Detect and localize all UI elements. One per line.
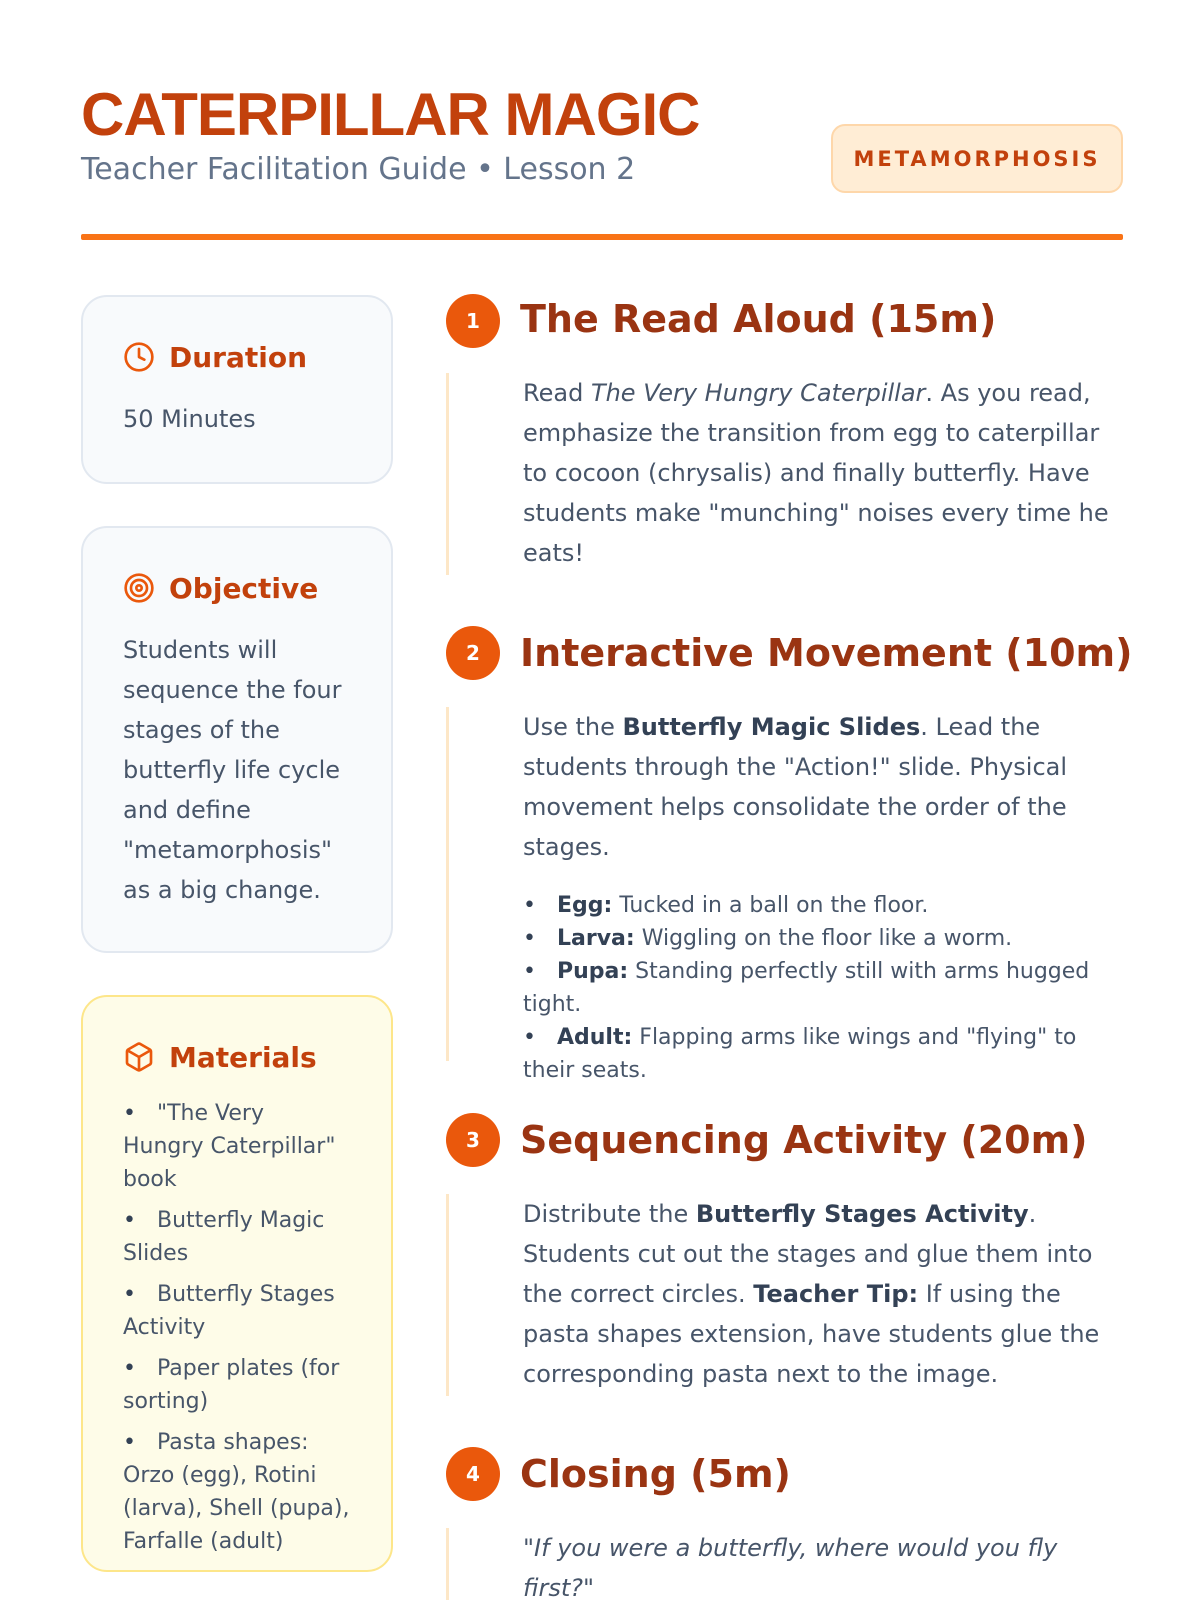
clock-icon xyxy=(123,341,155,373)
step-4-number: 4 xyxy=(446,1447,500,1501)
materials-heading xyxy=(123,1039,351,1075)
objective-heading xyxy=(123,570,351,606)
list-item: • Pasta shapes: Orzo (egg), Rotini (larva), Shell (pupa), Farfalle (adult) xyxy=(123,1426,351,1558)
objective-text: Students will sequence the four stages of the butterfly life cycle and define "metamorphosis" as a big change. xyxy=(123,636,342,904)
list-item: • Paper plates (for sorting) xyxy=(123,1352,351,1418)
list-item: • Egg: Tucked in a ball on the floor. xyxy=(523,889,1123,922)
step-2-body xyxy=(523,707,1123,1087)
duration-card xyxy=(81,295,393,484)
step-1-title: The Read Aloud (15m) xyxy=(520,297,997,341)
header-divider xyxy=(81,234,1123,240)
box-icon xyxy=(123,1041,155,1073)
page-subtitle: Teacher Facilitation Guide • Lesson 2 xyxy=(81,152,636,187)
step-1-number: 1 xyxy=(446,294,500,348)
list-item: • Butterfly Magic Slides xyxy=(123,1204,351,1270)
step-2-paragraph: Use the Butterfly Magic Slides. Lead the students through the "Action!" slide. Physical movement helps consolidate the order of the stages. xyxy=(523,713,1068,861)
step-1-body: Read The Very Hungry Caterpillar. As you read, emphasize the transition from egg to caterpillar to cocoon (chrysalis) and finally butterfly. Have students make "munching" noises every time he eats! xyxy=(523,379,1109,567)
step-4-title: Closing (5m) xyxy=(520,1452,791,1496)
target-icon xyxy=(123,572,155,604)
duration-value: 50 Minutes xyxy=(123,405,256,433)
materials-card xyxy=(81,995,393,1572)
page-title: CATERPILLAR MAGIC xyxy=(81,81,700,148)
duration-heading xyxy=(123,339,351,375)
list-item: • Pupa: Standing perfectly still with arms hugged tight. xyxy=(523,955,1123,1021)
list-item: • Adult: Flapping arms like wings and "flying" to their seats. xyxy=(523,1021,1123,1087)
list-item: • Butterfly Stages Activity xyxy=(123,1278,351,1344)
movement-list xyxy=(523,889,1123,1087)
list-item: • "The Very Hungry Caterpillar" book xyxy=(123,1097,351,1196)
closing-quote: "If you were a butterfly, where would you fly first?" xyxy=(523,1534,1058,1600)
duration-label: Duration xyxy=(169,340,308,374)
list-item: • Larva: Wiggling on the floor like a worm. xyxy=(523,922,1123,955)
step-1-line xyxy=(446,373,449,575)
activity-ref: Butterfly Stages Activity xyxy=(695,1200,1029,1228)
slides-ref: Butterfly Magic Slides xyxy=(622,713,921,741)
book-title: The Very Hungry Caterpillar xyxy=(590,379,926,407)
materials-label: Materials xyxy=(169,1040,317,1074)
header xyxy=(81,80,1123,190)
step-3-number: 3 xyxy=(446,1113,500,1167)
objective-label: Objective xyxy=(169,571,319,605)
materials-list xyxy=(123,1097,351,1558)
step-2-title: Interactive Movement (10m) xyxy=(520,631,1133,675)
topic-badge: METAMORPHOSIS xyxy=(831,124,1123,193)
teacher-tip-label: Teacher Tip: xyxy=(753,1280,919,1308)
step-4-line xyxy=(446,1528,449,1600)
step-3-line xyxy=(446,1194,449,1396)
step-2-line xyxy=(446,707,449,1061)
step-3-body: Distribute the Butterfly Stages Activity. Students cut out the stages and glue them into the correct circles. Teacher Tip: If using the pasta shapes extension, have students glue the corresponding pasta next to the image. xyxy=(523,1200,1100,1388)
step-3-title: Sequencing Activity (20m) xyxy=(520,1118,1088,1162)
step-2-number: 2 xyxy=(446,626,500,680)
objective-card xyxy=(81,526,393,953)
